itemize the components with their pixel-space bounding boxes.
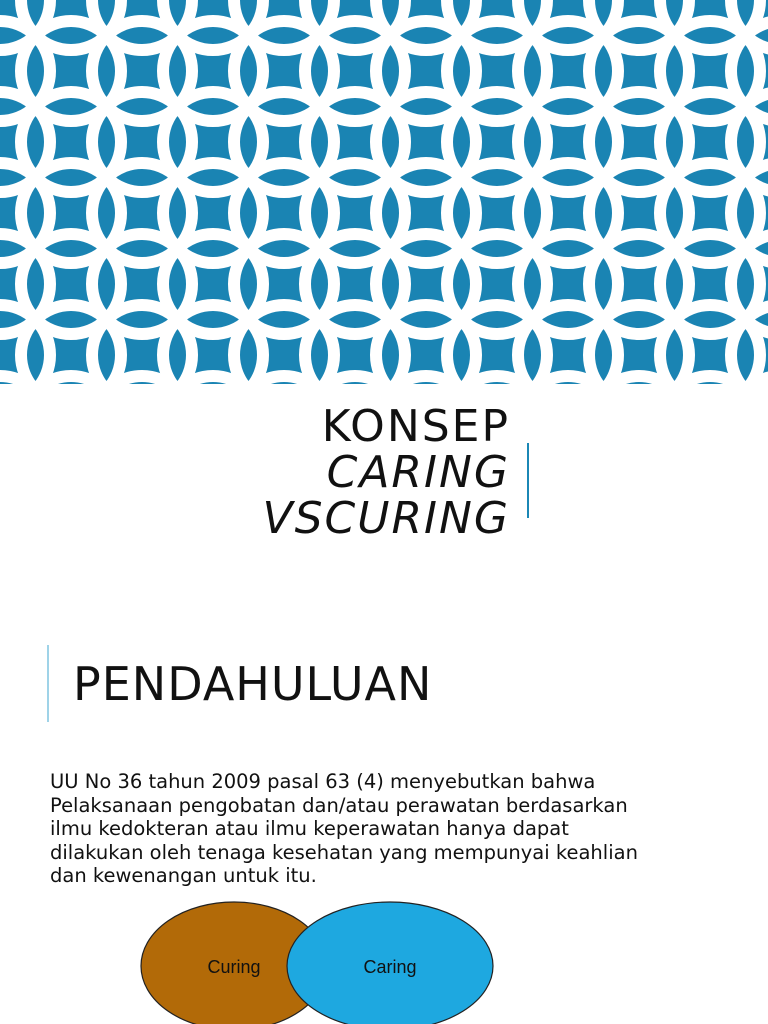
decorative-pattern-banner — [0, 0, 768, 384]
title-accent-bar — [527, 443, 529, 518]
title-line-1: KONSEP — [321, 401, 510, 452]
curing-label: Curing — [207, 957, 261, 977]
body-line: UU No 36 tahun 2009 pasal 63 (4) menyebutkan bahwa — [50, 770, 596, 793]
body-line: dilakukan oleh tenaga kesehatan yang mempunyai keahlian — [50, 840, 638, 864]
body-line: ilmu kedokteran atau ilmu keperawatan hanya dapat — [50, 817, 569, 840]
body-line: Pelaksanaan pengobatan dan/atau perawatan berdasarkan — [50, 793, 628, 817]
venn-diagram — [0, 600, 768, 1024]
title-line-3: VSCURING — [262, 493, 510, 544]
section-heading: PENDAHULUAN — [73, 657, 433, 711]
slide-title — [230, 401, 510, 544]
title-line-2: CARING — [326, 447, 510, 498]
caring-label: Caring — [363, 957, 417, 977]
body-line: dan kewenangan untuk itu. — [50, 864, 317, 887]
content-slide — [0, 600, 768, 1024]
